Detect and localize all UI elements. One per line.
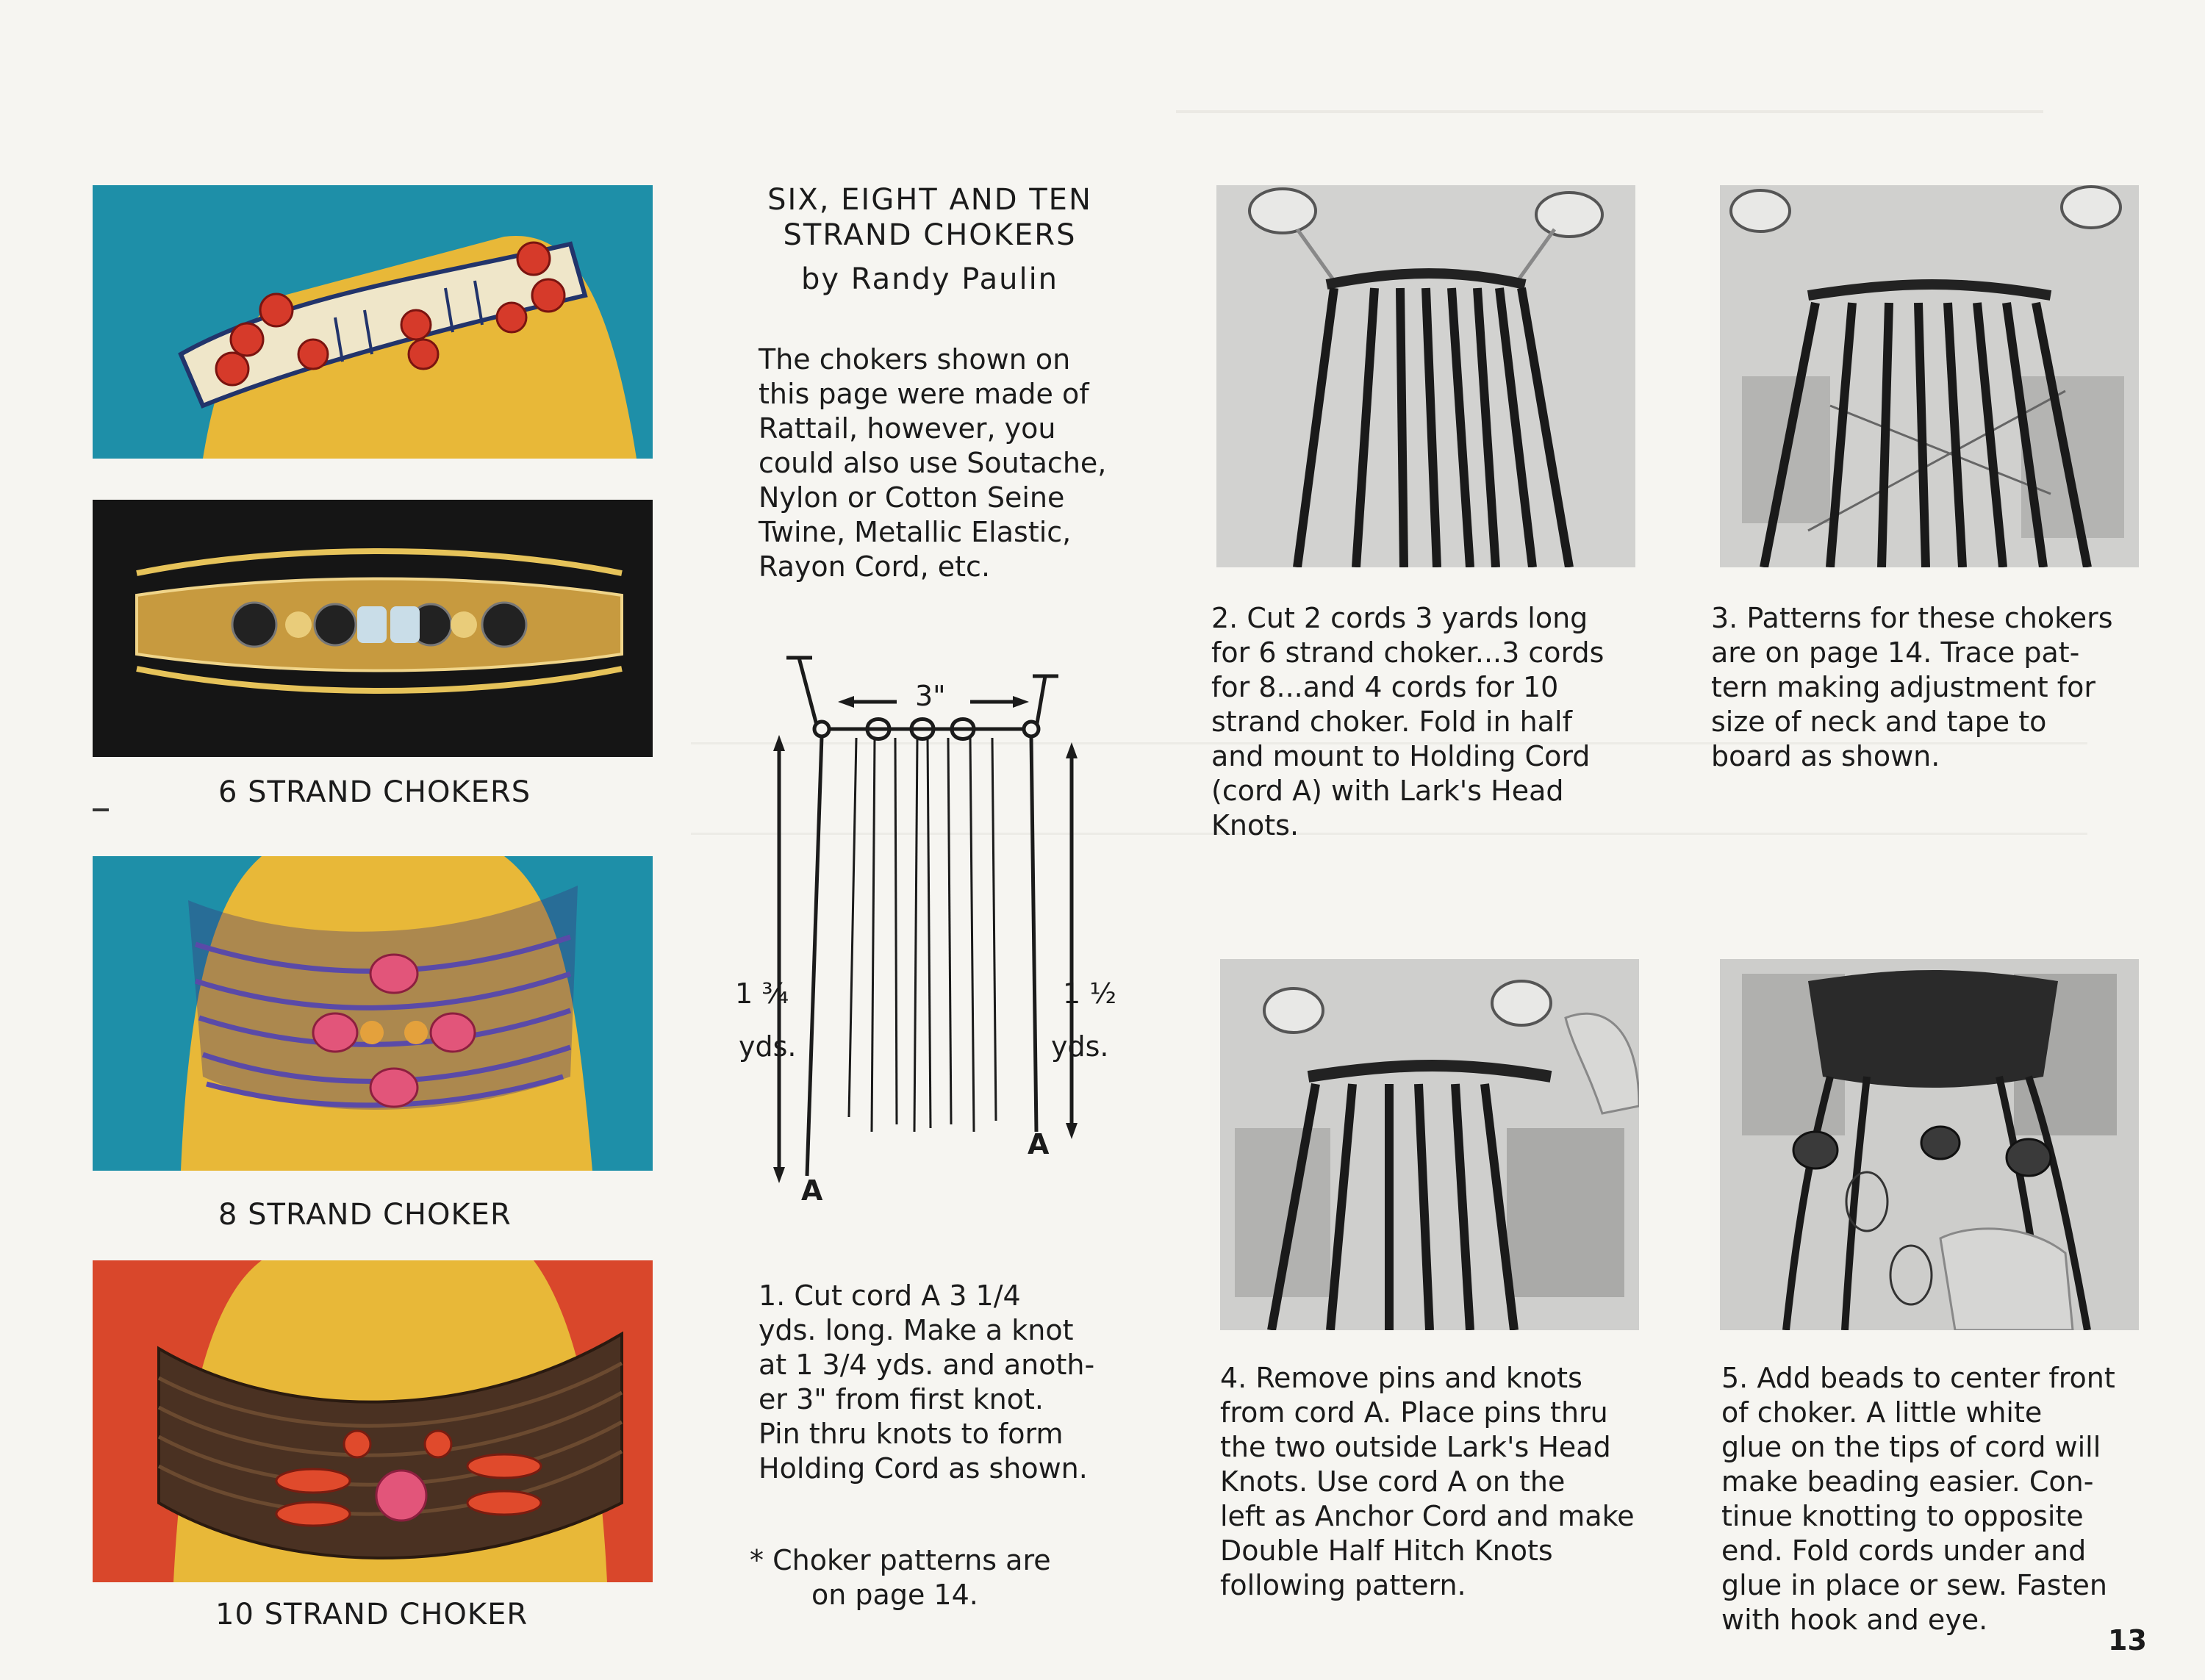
- photo-step-5: [1720, 959, 2139, 1330]
- step-5-line: with hook and eye.: [1721, 1604, 1988, 1636]
- note-text: [750, 1543, 1117, 1612]
- step-1-line: er 3" from first knot.: [759, 1383, 1044, 1415]
- byline: by Randy Paulin: [800, 262, 1059, 296]
- step-1-line: at 1 3/4 yds. and anoth-: [759, 1349, 1095, 1381]
- step-3-line: 3. Patterns for these chokers: [1711, 602, 2113, 634]
- step-2-line: strand choker. Fold in half: [1211, 706, 1572, 738]
- diagram-right-length: 1 ½: [1063, 977, 1117, 1010]
- step-3-line: size of neck and tape to: [1711, 706, 2047, 738]
- step-5-text: [1721, 1361, 2177, 1637]
- caption-six-strand: 6 STRAND CHOKERS: [218, 775, 531, 809]
- holding-cord-diagram: [728, 647, 1125, 1220]
- intro-line: could also use Soutache,: [759, 447, 1107, 479]
- step-2-line: for 6 strand choker...3 cords: [1211, 636, 1605, 669]
- step-4-line: Double Half Hitch Knots: [1220, 1534, 1553, 1567]
- caption-ten-strand: 10 STRAND CHOKER: [215, 1598, 528, 1631]
- photo-step-2: [1216, 185, 1635, 567]
- intro-line: Rayon Cord, etc.: [759, 550, 991, 583]
- step-5-line: glue on the tips of cord will: [1721, 1431, 2101, 1463]
- step-3-text: [1711, 601, 2167, 774]
- step-4-text: [1220, 1361, 1661, 1603]
- photo-six-strand-choker-1: [93, 185, 653, 459]
- step-3-line: board as shown.: [1711, 740, 1940, 772]
- step-4-line: from cord A. Place pins thru: [1220, 1396, 1608, 1429]
- intro-line: Rattail, however, you: [759, 412, 1056, 445]
- step-4-line: following pattern.: [1220, 1569, 1466, 1601]
- step-3-line: are on page 14. Trace pat-: [1711, 636, 2080, 669]
- page-number: 13: [2108, 1624, 2147, 1656]
- diagram-cord-label-right: A: [1028, 1128, 1050, 1160]
- step-2-line: 2. Cut 2 cords 3 yards long: [1211, 602, 1588, 634]
- step-2-text: [1211, 601, 1652, 843]
- step-4-line: left as Anchor Cord and make: [1220, 1500, 1635, 1532]
- step-1-line: 1. Cut cord A 3 1/4: [759, 1279, 1021, 1312]
- step-5-line: end. Fold cords under and: [1721, 1534, 2087, 1567]
- intro-paragraph: [759, 342, 1126, 584]
- caption-eight-strand: 8 STRAND CHOKER: [218, 1198, 512, 1232]
- intro-line: Twine, Metallic Elastic,: [759, 516, 1072, 548]
- step-4-line: Knots. Use cord A on the: [1220, 1465, 1566, 1498]
- diagram-right-unit: yds.: [1051, 1030, 1109, 1063]
- step-1-line: yds. long. Make a knot: [759, 1314, 1074, 1346]
- intro-line: Nylon or Cotton Seine: [759, 481, 1065, 514]
- photo-eight-strand-choker: [93, 856, 653, 1171]
- diagram-cord-label-left: A: [801, 1174, 823, 1207]
- diagram-left-length: 1 ¾: [735, 977, 789, 1010]
- step-4-line: the two outside Lark's Head: [1220, 1431, 1611, 1463]
- diagram-left-unit: yds.: [739, 1030, 797, 1063]
- photo-step-3: [1720, 185, 2139, 567]
- step-1-line: Pin thru knots to form: [759, 1418, 1064, 1450]
- step-2-line: and mount to Holding Cord: [1211, 740, 1591, 772]
- show-through-texture: [1176, 81, 2043, 113]
- step-5-line: 5. Add beads to center front: [1721, 1362, 2115, 1394]
- step-2-line: (cord A) with Lark's Head: [1211, 775, 1564, 807]
- step-5-line: make beading easier. Con-: [1721, 1465, 2094, 1498]
- step-3-line: tern making adjustment for: [1711, 671, 2096, 703]
- diagram-width-label: 3": [915, 680, 946, 712]
- page-title-line1: SIX, EIGHT AND TEN: [767, 183, 1092, 217]
- page-title-line2: STRAND CHOKERS: [783, 218, 1077, 252]
- step-2-line: for 8...and 4 cords for 10: [1211, 671, 1559, 703]
- step-5-line: tinue knotting to opposite: [1721, 1500, 2084, 1532]
- step-5-line: glue in place or sew. Fasten: [1721, 1569, 2107, 1601]
- photo-six-strand-choker-2: [93, 500, 653, 757]
- step-1-line: Holding Cord as shown.: [759, 1452, 1088, 1485]
- note-line: * Choker patterns are: [750, 1544, 1051, 1576]
- step-2-line: Knots.: [1211, 809, 1299, 841]
- margin-mark: [93, 808, 109, 811]
- note-line: on page 14.: [811, 1579, 978, 1611]
- intro-line: The chokers shown on: [759, 343, 1071, 376]
- step-5-line: of choker. A little white: [1721, 1396, 2043, 1429]
- diagram-drawing: [728, 647, 1125, 1220]
- step-1-text: [759, 1279, 1126, 1486]
- intro-line: this page were made of: [759, 378, 1089, 410]
- photo-step-4: [1220, 959, 1639, 1330]
- step-4-line: 4. Remove pins and knots: [1220, 1362, 1582, 1394]
- photo-ten-strand-choker: [93, 1260, 653, 1582]
